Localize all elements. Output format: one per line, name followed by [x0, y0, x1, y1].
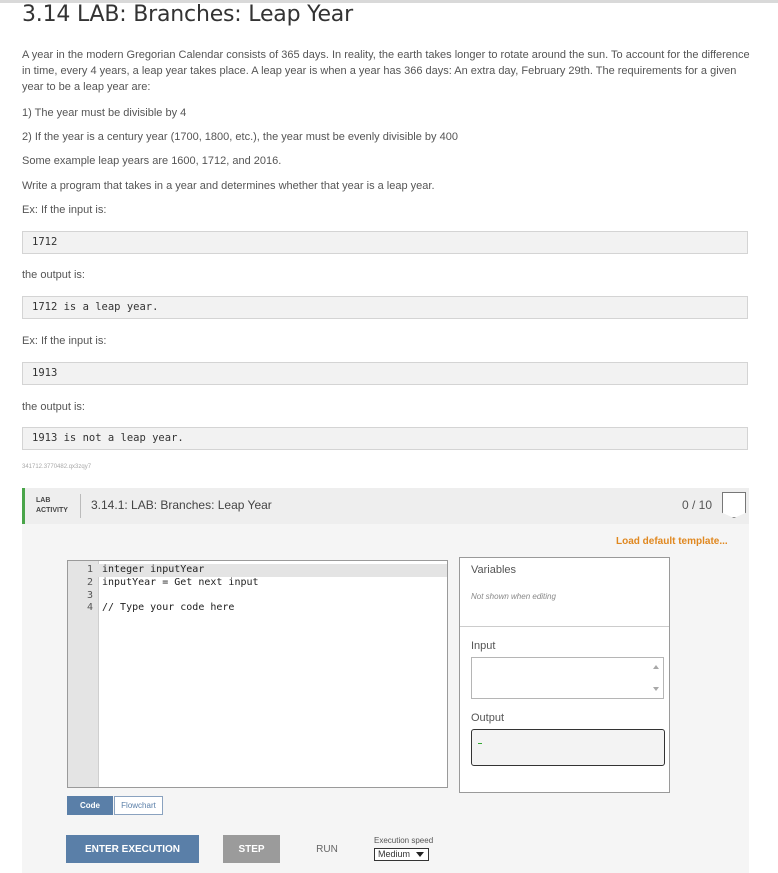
- load-default-template-link[interactable]: Load default template...: [616, 536, 728, 547]
- score-badge-icon: [722, 492, 746, 518]
- line-number: 2: [87, 577, 94, 588]
- line-number: 1: [87, 564, 94, 575]
- task-line: Write a program that takes in a year and determines whether that year is a leap year.: [22, 180, 435, 192]
- chevron-down-icon: [416, 852, 424, 857]
- variables-io-panel: [459, 557, 670, 793]
- example-1-output-label: the output is:: [22, 269, 85, 281]
- lab-tag-line2: ACTIVITY: [36, 507, 68, 514]
- code-text: // Type your code here: [102, 602, 235, 613]
- tracking-id: 341712.3770482.qx3zqy7: [22, 464, 92, 470]
- example-1-output: 1712 is a leap year.: [22, 296, 748, 319]
- example-1-label: Ex: If the input is:: [22, 204, 107, 216]
- output-cursor: [478, 743, 482, 744]
- execution-speed-label: Execution speed: [374, 836, 434, 845]
- example-2-output-label: the output is:: [22, 401, 85, 413]
- variables-note: Not shown when editing: [471, 592, 556, 601]
- execution-speed-select[interactable]: [374, 848, 429, 861]
- code-line-2[interactable]: [68, 577, 447, 590]
- input-label: Input: [471, 640, 496, 652]
- scroll-down-icon[interactable]: [653, 687, 659, 691]
- panel-divider: [460, 626, 669, 627]
- code-line-4[interactable]: [68, 602, 447, 615]
- step-button[interactable]: STEP: [223, 835, 280, 863]
- example-1-input: 1712: [22, 231, 748, 254]
- example-2-output: 1913 is not a leap year.: [22, 427, 748, 450]
- intro-paragraph: A year in the modern Gregorian Calendar consists of 365 days. In reality, the earth takes longer to rotate around the sun. To account for the difference in time, every 4 years, a leap year takes place. A leap year is when a year has 366 days: An extra day, February 29th. The requirements for a given year to be a leap year are:: [22, 49, 750, 93]
- scroll-up-icon[interactable]: [653, 665, 659, 669]
- lab-header-divider: [80, 494, 81, 518]
- examples-line: Some example leap years are 1600, 1712, and 2016.: [22, 155, 282, 167]
- lab-tag-line1: LAB: [36, 497, 51, 504]
- code-text: inputYear = Get next input: [102, 577, 259, 588]
- code-line-1[interactable]: [68, 564, 447, 577]
- tab-code[interactable]: Code: [67, 796, 113, 815]
- program-input-field[interactable]: [471, 657, 664, 699]
- lab-activity-name: 3.14.1: LAB: Branches: Leap Year: [91, 498, 272, 512]
- requirement-2: 2) If the year is a century year (1700, 1800, etc.), the year must be evenly divisible by 400: [22, 131, 458, 143]
- requirement-1: 1) The year must be divisible by 4: [22, 107, 187, 119]
- lab-activity-header: [22, 488, 749, 524]
- program-output-area: [471, 729, 665, 766]
- code-text: integer inputYear: [102, 564, 205, 575]
- run-button[interactable]: RUN: [316, 843, 338, 855]
- variables-title: Variables: [471, 564, 517, 576]
- score-text: 0 / 10: [682, 498, 713, 512]
- speed-value: Medium: [378, 849, 411, 859]
- tab-flowchart[interactable]: Flowchart: [114, 796, 163, 815]
- output-label: Output: [471, 712, 505, 724]
- example-2-label: Ex: If the input is:: [22, 335, 107, 347]
- line-number: 3: [87, 590, 94, 601]
- example-2-input: 1913: [22, 362, 748, 385]
- code-editor[interactable]: [67, 560, 448, 788]
- line-number: 4: [87, 602, 94, 613]
- lab-activity-tag: [36, 496, 68, 516]
- page-title: 3.14 LAB: Branches: Leap Year: [22, 2, 353, 27]
- enter-execution-button[interactable]: ENTER EXECUTION: [66, 835, 199, 863]
